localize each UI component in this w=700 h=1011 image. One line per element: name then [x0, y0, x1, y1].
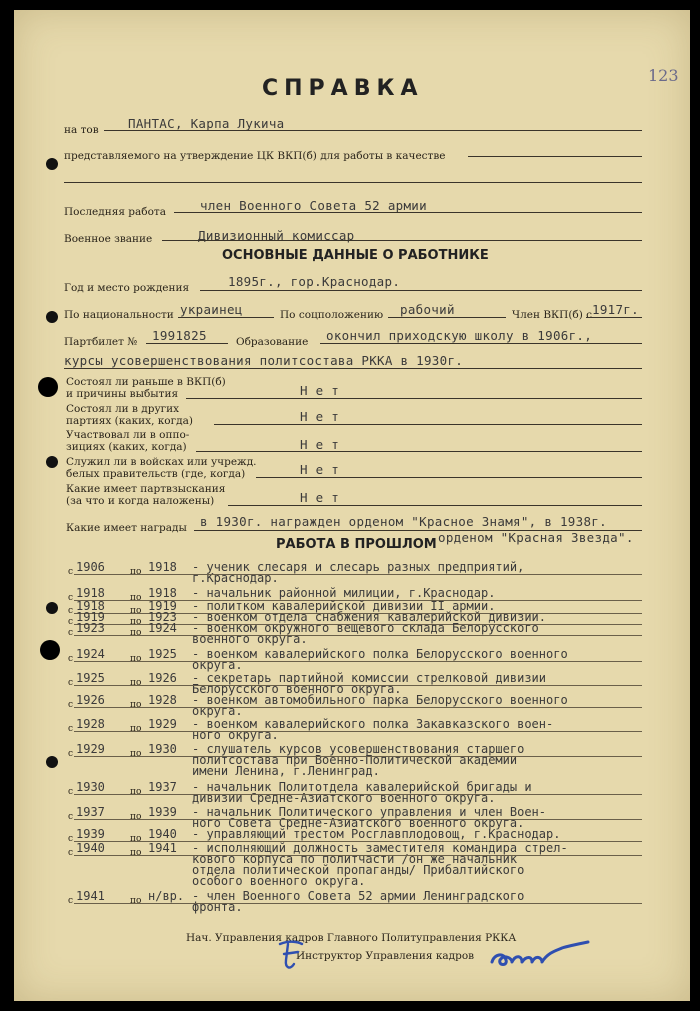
- person-name: ПАНТАС, Карпа Лукича: [128, 116, 285, 131]
- work-to-label: по: [130, 567, 142, 577]
- work-from-label: с: [68, 812, 74, 822]
- fastener-mark-4: [46, 602, 58, 614]
- work-to-year: 1939: [148, 805, 177, 819]
- work-row-rule: [74, 819, 642, 820]
- work-from-label: с: [68, 848, 74, 858]
- work-description-line: - член Военного Совета 52 армии Ленинградского: [192, 889, 525, 903]
- work-from-label: с: [68, 628, 74, 638]
- work-from-label: с: [68, 678, 74, 688]
- work-row-rule: [74, 794, 642, 795]
- work-description-line: политсостава при Военно-Политической академии: [192, 753, 518, 767]
- work-to-label: по: [130, 787, 142, 797]
- work-from-year: 1918: [76, 599, 105, 613]
- work-to-label: по: [130, 749, 142, 759]
- work-description-line: кового корпуса по политчасти /он же начальник: [192, 852, 518, 866]
- awards-value-1: в 1930г. награжден орденом "Красное Знамя", в 1938г.: [200, 514, 607, 529]
- social-label: По соцположению: [280, 309, 384, 321]
- work-to-year: 1918: [148, 560, 177, 574]
- fastener-mark-3: [46, 456, 58, 468]
- work-to-year: 1924: [148, 621, 177, 635]
- rank-value: Дивизионный комиссар: [198, 228, 355, 243]
- signature-mark-left: [276, 938, 308, 974]
- work-from-label: с: [68, 724, 74, 734]
- work-from-label: с: [68, 787, 74, 797]
- work-from-year: 1937: [76, 805, 105, 819]
- work-from-label: с: [68, 749, 74, 759]
- work-from-year: 1924: [76, 647, 105, 661]
- fastener-mark-5: [46, 756, 58, 768]
- party-since-value: 1917г.: [592, 302, 639, 317]
- fastener-mark-1: [46, 158, 58, 170]
- work-from-label: с: [68, 606, 74, 616]
- work-from-year: 1939: [76, 827, 105, 841]
- work-description-line: - начальник Политического управления и член Воен-: [192, 805, 547, 819]
- work-description-line: - начальник районной милиции, г.Краснодар.: [192, 586, 496, 600]
- q5-label-2: (за что и когда наложены): [66, 495, 215, 507]
- education-value-2: курсы усовершенствования политсостава РККА в 1930г.: [64, 353, 464, 368]
- work-row-rule: [74, 574, 642, 575]
- work-from-label: с: [68, 567, 74, 577]
- work-to-label: по: [130, 700, 142, 710]
- work-to-label: по: [130, 834, 142, 844]
- q2-label-1: Состоял ли в других: [66, 403, 180, 415]
- work-from-label: с: [68, 593, 74, 603]
- work-description-line: - военком кавалерийского полка Белорусского военного: [192, 647, 568, 661]
- work-to-year: 1918: [148, 586, 177, 600]
- work-from-year: 1906: [76, 560, 105, 574]
- work-to-year: 1925: [148, 647, 177, 661]
- work-from-year: 1923: [76, 621, 105, 635]
- work-description-line: - военком окружного вещевого склада Белорусского: [192, 621, 539, 635]
- work-history-heading: РАБОТА В ПРОШЛОМ: [276, 537, 437, 552]
- presented-label: представляемого на утверждение ЦК ВКП(б) для работы в качестве: [64, 150, 446, 162]
- party-since-label: Член ВКП(б) с: [512, 309, 593, 321]
- work-description-line: - слушатель курсов усовершенствования старшего: [192, 742, 525, 756]
- work-row-rule: [74, 635, 642, 636]
- q3-label-1: Участвовал ли в оппо-: [66, 429, 190, 441]
- work-row-rule: [74, 855, 642, 856]
- education-label: Образование: [236, 336, 309, 348]
- work-row-rule: [74, 661, 642, 662]
- work-to-label: по: [130, 617, 142, 627]
- work-description-line: отдела политической пропаганды/ Прибалтийского: [192, 863, 525, 877]
- awards-label: Какие имеет награды: [66, 522, 187, 534]
- work-to-label: по: [130, 593, 142, 603]
- work-from-year: 1929: [76, 742, 105, 756]
- to-label: на тов: [64, 124, 99, 136]
- social-value: рабочий: [400, 302, 455, 317]
- work-to-year: 1940: [148, 827, 177, 841]
- rank-label: Военное звание: [64, 233, 153, 245]
- work-from-label: с: [68, 700, 74, 710]
- work-row-rule: [74, 731, 642, 732]
- birth-value: 1895г., гор.Краснодар.: [228, 274, 401, 289]
- work-description-line: фронта.: [192, 900, 243, 914]
- footer-line-2: Инструктор Управления кадров: [296, 950, 475, 962]
- work-from-label: с: [68, 617, 74, 627]
- work-from-year: 1926: [76, 693, 105, 707]
- work-to-year: 1937: [148, 780, 177, 794]
- q3-answer: Н е т: [300, 437, 340, 452]
- work-to-label: по: [130, 606, 142, 616]
- q1-label-2: и причины выбытия: [66, 388, 179, 400]
- work-to-year: 1930: [148, 742, 177, 756]
- work-description-line: имени Ленина, г.Ленинград.: [192, 764, 380, 778]
- work-from-label: с: [68, 834, 74, 844]
- punch-hole-2: [40, 640, 60, 660]
- party-card-label: Партбилет №: [64, 336, 138, 348]
- work-description-line: - начальник Политотдела кавалерийской бригады и: [192, 780, 532, 794]
- fastener-mark-2: [46, 311, 58, 323]
- work-to-label: по: [130, 678, 142, 688]
- work-to-year: 1919: [148, 599, 177, 613]
- q2-answer: Н е т: [300, 409, 340, 424]
- q3-label-2: зициях (каких, когда): [66, 441, 187, 453]
- work-description-line: Белорусского военного округа.: [192, 682, 402, 696]
- work-description-line: - военком автомобильного парка Белорусского военного: [192, 693, 568, 707]
- work-row-rule: [74, 756, 642, 757]
- work-to-year: 1923: [148, 610, 177, 624]
- work-description-line: - ученик слесаря и слесарь разных предприятий,: [192, 560, 525, 574]
- work-from-year: 1940: [76, 841, 105, 855]
- nationality-label: По национальности: [64, 309, 174, 321]
- signature-mark-right: [488, 936, 596, 976]
- work-description-line: округа.: [192, 704, 243, 718]
- q4-label-2: белых правительств (где, когда): [66, 468, 246, 480]
- party-card-value: 1991825: [152, 328, 207, 343]
- work-from-year: 1930: [76, 780, 105, 794]
- work-to-year: 1929: [148, 717, 177, 731]
- work-to-label: по: [130, 848, 142, 858]
- work-description-line: г.Краснодар.: [192, 571, 279, 585]
- last-work-value: член Военного Совета 52 армии: [200, 198, 427, 213]
- work-row-rule: [74, 685, 642, 686]
- q1-answer: Н е т: [300, 383, 340, 398]
- work-to-label: по: [130, 654, 142, 664]
- work-description-line: - военком кавалерийского полка Закавказского воен-: [192, 717, 554, 731]
- education-value-1: окончил приходскую школу в 1906г.,: [326, 328, 593, 343]
- work-description-line: - политком кавалерийской дивизии II армии.: [192, 599, 496, 613]
- work-from-label: с: [68, 654, 74, 664]
- last-work-label: Последняя работа: [64, 206, 166, 218]
- work-description-line: округа.: [192, 658, 243, 672]
- awards-value-2: орденом "Красная Звезда".: [438, 530, 634, 545]
- work-row-rule: [74, 903, 642, 904]
- work-from-year: 1918: [76, 586, 105, 600]
- work-from-label: с: [68, 896, 74, 906]
- archive-page-number: 123: [648, 66, 679, 85]
- work-from-year: 1919: [76, 610, 105, 624]
- birth-label: Год и место рождения: [64, 282, 190, 294]
- q1-label-1: Состоял ли раньше в ВКП(б): [66, 376, 226, 388]
- q5-label-1: Какие имеет партвзыскания: [66, 483, 226, 495]
- q4-answer: Н е т: [300, 462, 340, 477]
- work-description-line: военного округа.: [192, 632, 308, 646]
- work-to-label: по: [130, 724, 142, 734]
- work-to-year: 1926: [148, 671, 177, 685]
- work-description-line: дивизии Средне-Азиатского военного округа.: [192, 791, 496, 805]
- work-to-year: н/вр.: [148, 889, 185, 903]
- work-description-line: особого военного округа.: [192, 874, 366, 888]
- q5-answer: Н е т: [300, 490, 340, 505]
- work-from-year: 1928: [76, 717, 105, 731]
- work-from-year: 1925: [76, 671, 105, 685]
- work-description-line: - военком отдела снабжения кавалерийской дивизии.: [192, 610, 547, 624]
- q2-label-2: партиях (каких, когда): [66, 415, 193, 427]
- punch-hole-1: [38, 377, 58, 397]
- work-description-line: - секретарь партийной комиссии стрелковой дивизии: [192, 671, 547, 685]
- footer-line-1: Нач. Управления кадров Главного Политуправления РККА: [186, 932, 517, 944]
- work-to-label: по: [130, 812, 142, 822]
- work-to-label: по: [130, 896, 142, 906]
- work-to-label: по: [130, 628, 142, 638]
- nationality-value: украинец: [180, 302, 243, 317]
- work-from-year: 1941: [76, 889, 105, 903]
- work-description-line: - исполняющий должность заместителя командира стрел-: [192, 841, 568, 855]
- document-title: СПРАВКА: [262, 76, 424, 101]
- q4-label-1: Служил ли в войсках или учрежд.: [66, 456, 257, 468]
- work-description-line: ного Совета Средне-Азиатского военного округа.: [192, 816, 525, 830]
- basic-data-heading: ОСНОВНЫЕ ДАННЫЕ О РАБОТНИКЕ: [222, 248, 489, 263]
- work-description-line: ного округа.: [192, 728, 279, 742]
- work-description-line: - управляющий трестом Росглавплодовощ, г.Краснодар.: [192, 827, 561, 841]
- work-to-year: 1928: [148, 693, 177, 707]
- work-to-year: 1941: [148, 841, 177, 855]
- work-row-rule: [74, 707, 642, 708]
